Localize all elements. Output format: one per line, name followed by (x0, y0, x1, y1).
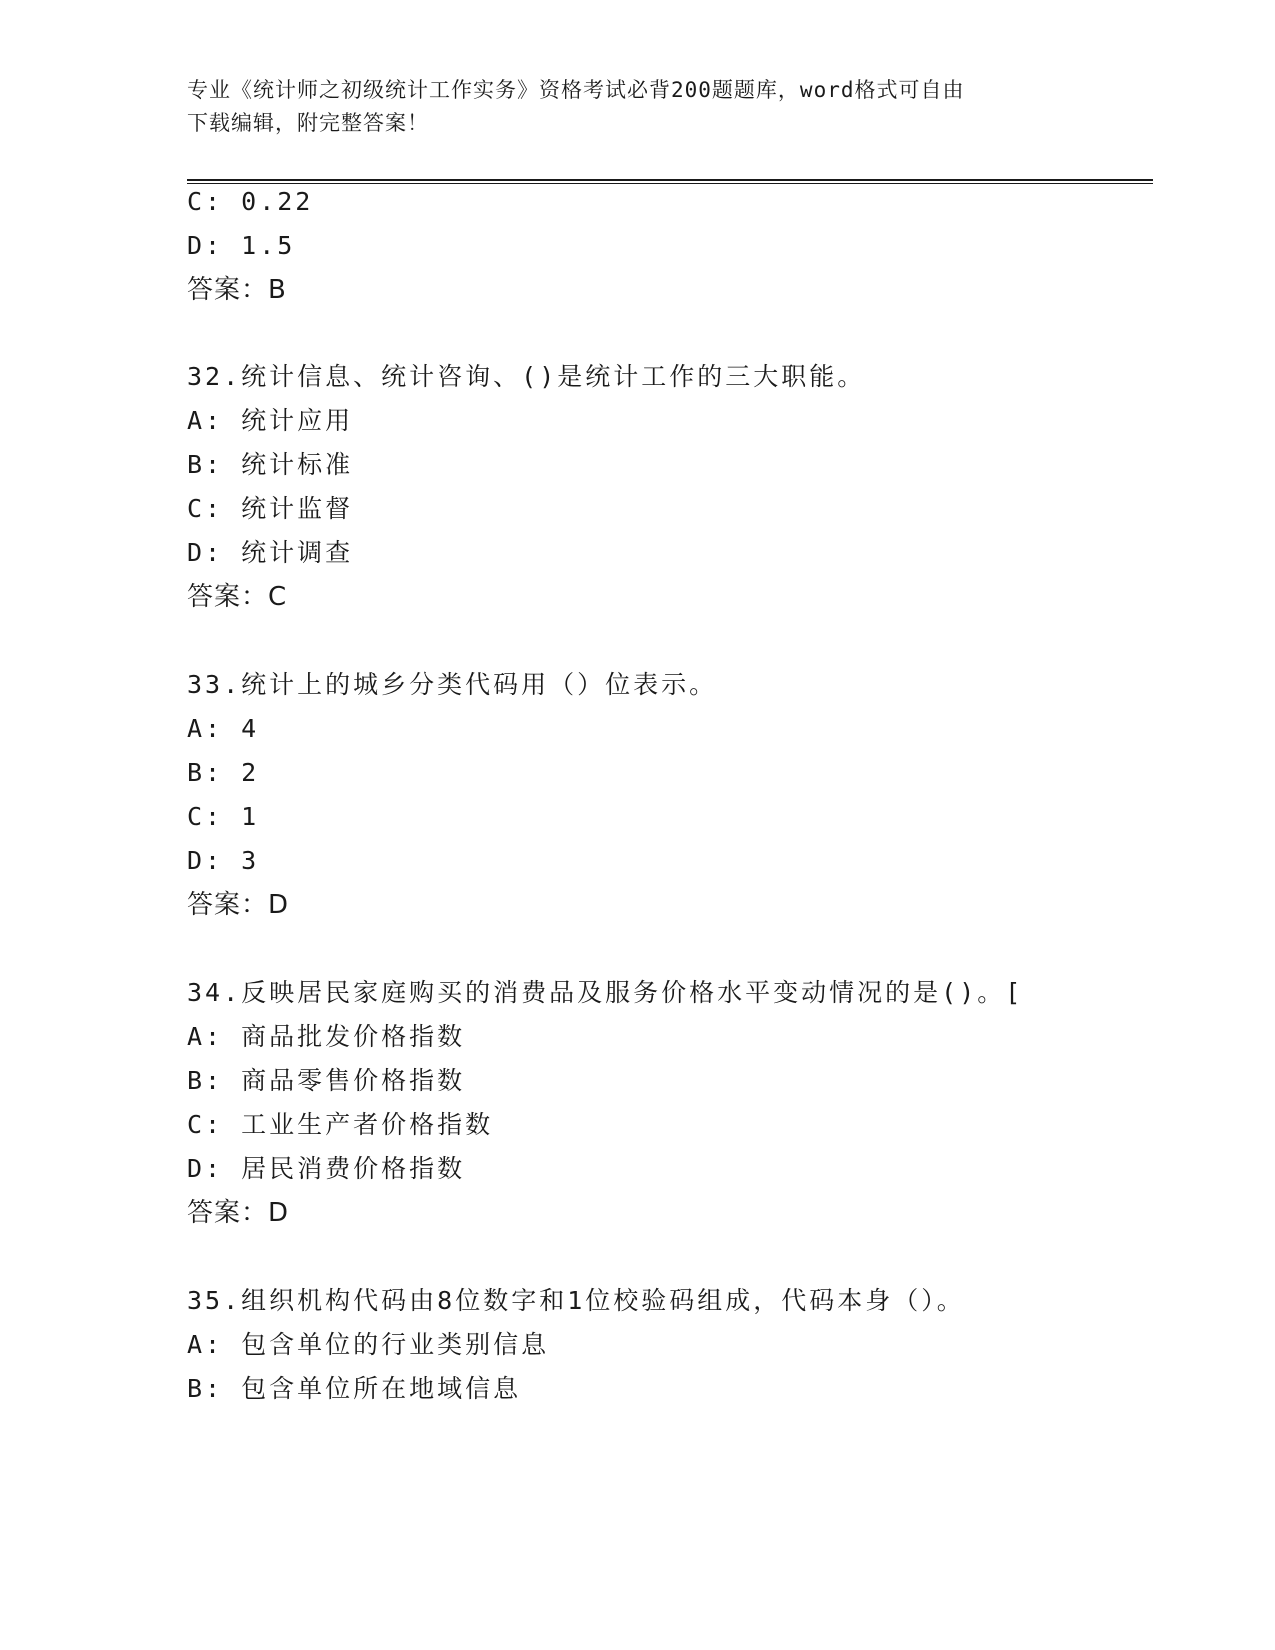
q31-option-c: C: 0.22 (187, 187, 314, 216)
q32-option-d: D: 统计调查 (187, 538, 354, 567)
q33-option-c: C: 1 (187, 802, 260, 831)
q32-option-c: C: 统计监督 (187, 494, 354, 523)
q34-option-d: D: 居民消费价格指数 (187, 1154, 466, 1183)
header-title-line-1: 专业《统计师之初级统计工作实务》资格考试必背200题题库，word格式可自由 (187, 78, 965, 102)
q34-option-c: C: 工业生产者价格指数 (187, 1110, 494, 1139)
q31-option-d: D: 1.5 (187, 231, 296, 260)
q34-question: 34.反映居民家庭购买的消费品及服务价格水平变动情况的是()。[ (187, 978, 1024, 1007)
q32-question: 32.统计信息、统计咨询、()是统计工作的三大职能。 (187, 362, 866, 391)
q35-question: 35.组织机构代码由8位数字和1位校验码组成，代码本身（）。 (187, 1286, 965, 1315)
header-divider (187, 179, 1153, 184)
q35-option-a: A: 包含单位的行业类别信息 (187, 1330, 550, 1359)
q33-answer: 答案：D (187, 890, 290, 920)
q32-option-a: A: 统计应用 (187, 406, 354, 435)
q34-option-b: B: 商品零售价格指数 (187, 1066, 466, 1095)
q33-option-b: B: 2 (187, 758, 260, 787)
q32-answer: 答案：C (187, 582, 288, 612)
q33-question: 33.统计上的城乡分类代码用（）位表示。 (187, 670, 718, 699)
q32-option-b: B: 统计标准 (187, 450, 354, 479)
q33-option-a: A: 4 (187, 714, 260, 743)
q34-answer: 答案：D (187, 1198, 290, 1228)
document-header (187, 74, 1087, 140)
header-title-line-2: 下载编辑，附完整答案！ (187, 111, 429, 135)
q34-option-a: A: 商品批发价格指数 (187, 1022, 466, 1051)
q33-option-d: D: 3 (187, 846, 260, 875)
q35-option-b: B: 包含单位所在地域信息 (187, 1374, 522, 1403)
q31-answer: 答案：B (187, 275, 287, 305)
